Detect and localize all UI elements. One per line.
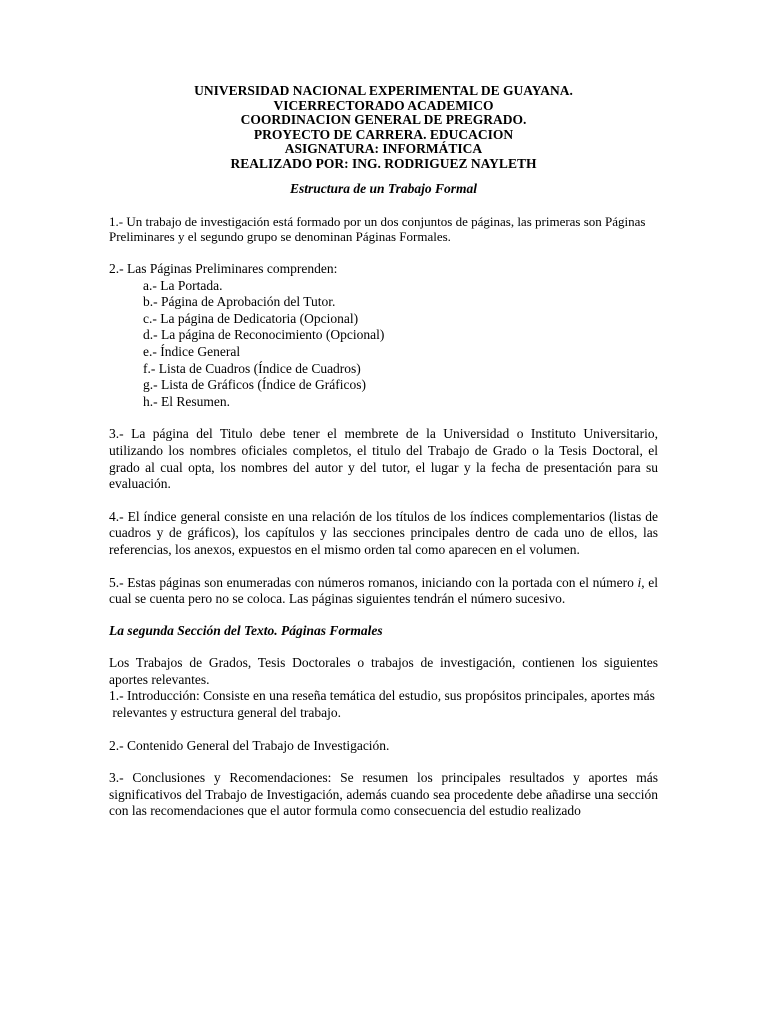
list-item: f.- Lista de Cuadros (Índice de Cuadros) (143, 360, 361, 376)
second-section-intro: Los Trabajos de Grados, Tesis Doctorales o trabajos de investigación, contienen los siguientes aportes relevantes. (109, 655, 658, 687)
header-university: UNIVERSIDAD NACIONAL EXPERIMENTAL DE GUAYANA. (194, 83, 573, 98)
section-4-paragraph: 4.- El índice general consiste en una relación de los títulos de los índices complementarios (listas de cuadros y de gráficos), los capítulos y las secciones principales dentro de cada uno de ellos, las referencias, los anexos, expuestos en el mismo orden tal como aparecen en el volumen. (109, 508, 658, 557)
header-vicerrectorado: VICERRECTORADO ACADEMICO (273, 97, 494, 113)
document-page (109, 84, 658, 820)
list-item: g.- Lista de Gráficos (Índice de Gráficos) (143, 377, 367, 393)
list-item: h.- El Resumen. (143, 393, 230, 409)
section-3-paragraph: 3.- La página del Titulo debe tener el membrete de la Universidad o Instituto Universitario, utilizando los nombres oficiales completos, el titulo del Trabajo de Grado o la Tesis Doctoral, el grado al cual opta, los nombres del autor y del tutor, el lugar y la fecha de presentación para su evaluación. (109, 426, 658, 492)
header-asignatura: ASIGNATURA: INFORMÁTICA (284, 141, 483, 156)
list-item: e.- Índice General (143, 343, 241, 359)
header-autor: REALIZADO POR: ING. RODRIGUEZ NAYLETH (230, 155, 537, 171)
section-2 (109, 261, 658, 410)
roman-numeral: i (637, 574, 642, 590)
header-coordinacion: COORDINACION GENERAL DE PREGRADO. (240, 112, 527, 127)
section-5-text-after: , el cual se cuenta pero no se coloca. Las páginas siguientes tendrán el número sucesivo. (109, 574, 658, 607)
introduction-item-line-2: relevantes y estructura general del trabajo. (109, 705, 342, 721)
second-section-heading: La segunda Sección del Texto. Páginas Formales (109, 622, 383, 638)
header-proyecto: PROYECTO DE CARRERA. EDUCACION (253, 126, 514, 142)
list-item: a.- La Portada. (143, 277, 223, 293)
introduction-item-line-1: 1.- Introducción: Consiste en una reseña temática del estudio, sus propósitos principales, aportes más (109, 688, 655, 704)
section-2-intro: 2.- Las Páginas Preliminares comprenden: (109, 261, 338, 276)
section-5-paragraph (109, 575, 658, 608)
conclusions-item: 3.- Conclusiones y Recomendaciones: Se resumen los principales resultados y aportes más significativos del Trabajo de Investigación, además cuando sea procedente debe añadirse una sección con las recomendaciones que el autor formula como consecuencia del estudio realizado (109, 770, 658, 819)
list-item: c.- La página de Dedicatoria (Opcional) (143, 310, 359, 326)
section-1-paragraph: 1.- Un trabajo de investigación está formado por un dos conjuntos de páginas, las primeras son Páginas Preliminares y el segundo grupo se denominan Páginas Formales. (109, 214, 646, 244)
content-item: 2.- Contenido General del Trabajo de Investigación. (109, 737, 390, 753)
list-item: d.- La página de Reconocimiento (Opcional) (143, 327, 385, 343)
section-5-text-before: 5.- Estas páginas son enumeradas con números romanos, iniciando con la portada con el número (109, 574, 638, 590)
list-item: b.- Página de Aprobación del Tutor. (143, 294, 336, 310)
document-title: Estructura de un Trabajo Formal (289, 181, 478, 196)
document-header (109, 84, 658, 171)
preliminary-pages-list (109, 278, 658, 411)
